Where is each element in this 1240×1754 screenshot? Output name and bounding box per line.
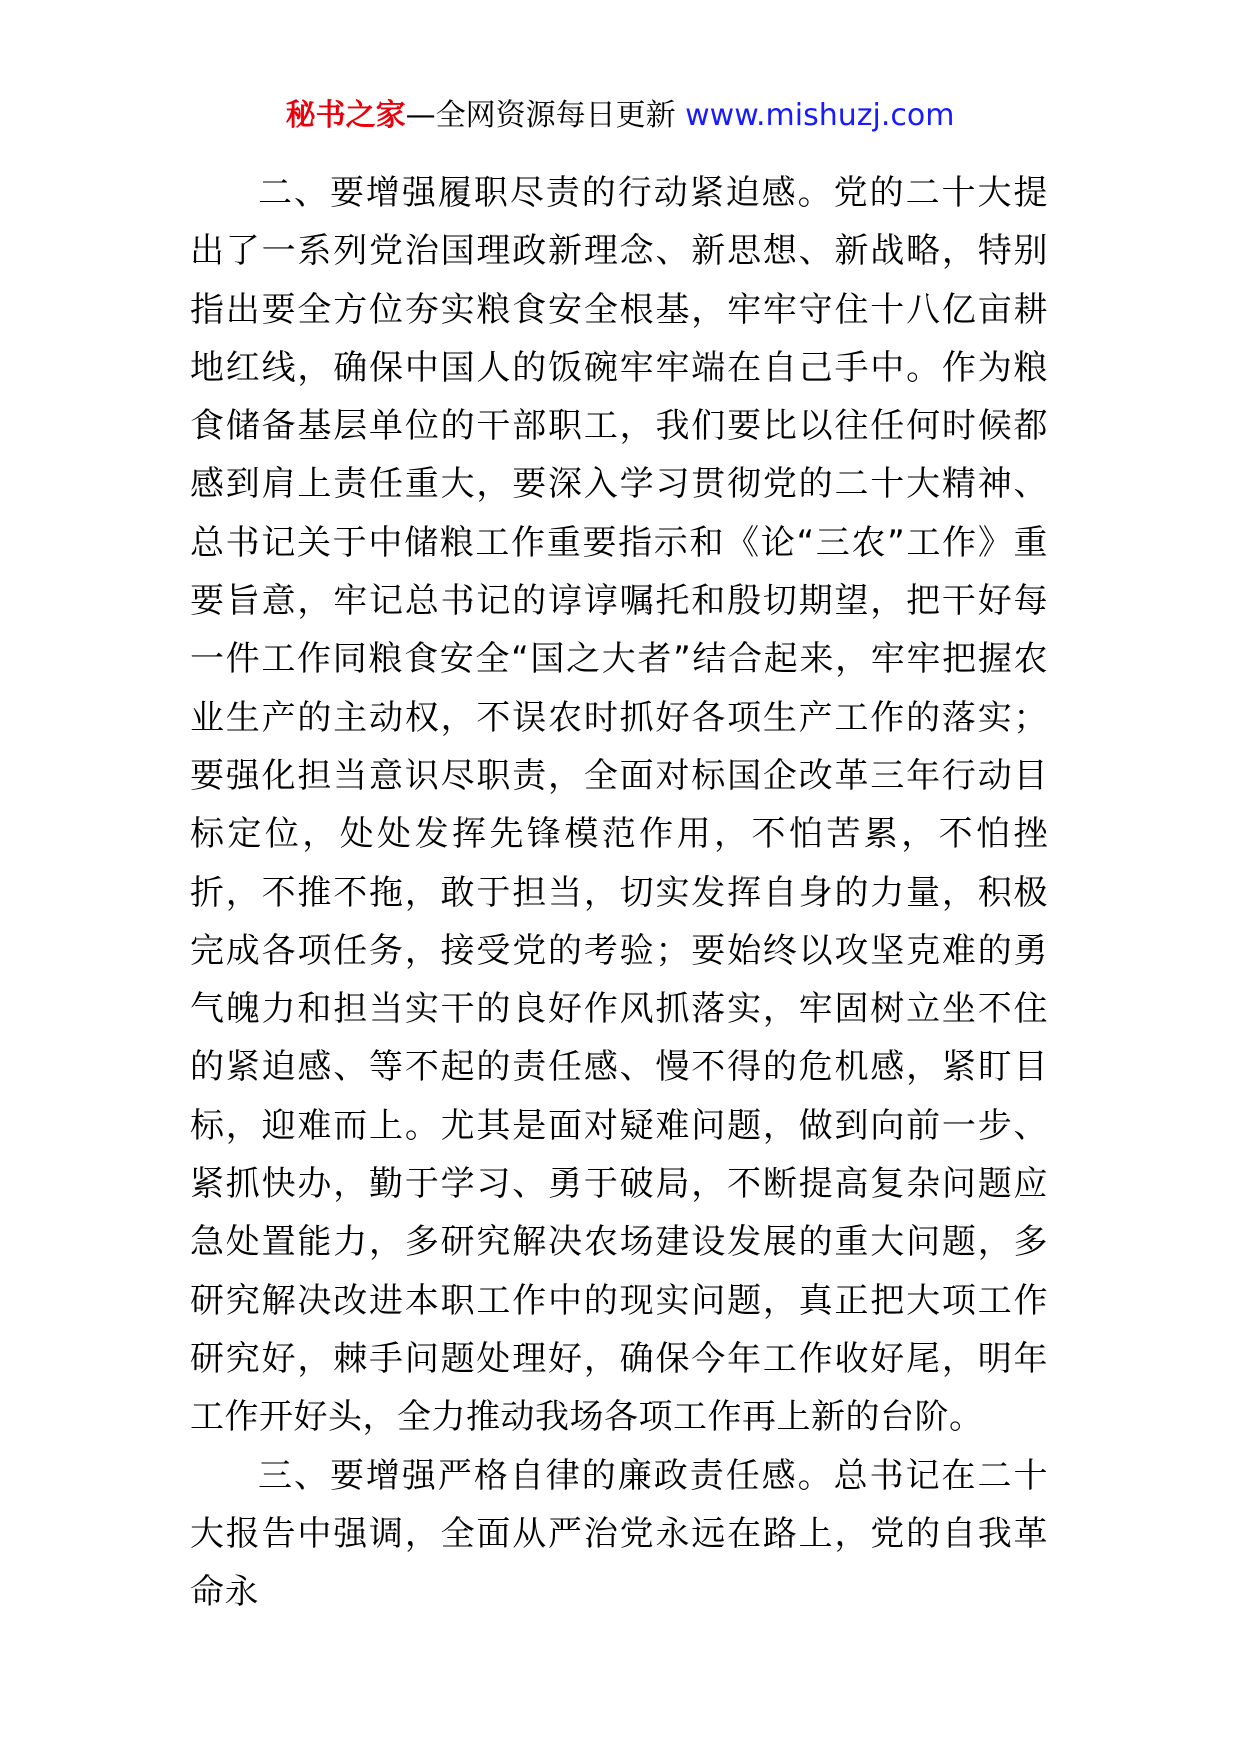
site-tagline: —全网资源每日更新 [405,98,686,133]
paragraph-section-3: 三、要增强严格自律的廉政责任感。总书记在二十大报告中强调，全面从严治党永远在路上，党的自我革命永 [190,1455,1048,1613]
site-url-link[interactable]: www.mishuzj.com [685,98,955,133]
page-header [0,96,1240,136]
paragraph-section-2: 二、要增强履职尽责的行动紧迫感。党的二十大提出了一系列党治国理政新理念、新思想、新战略，特别指出要全方位夯实粮食安全根基，牢牢守住十八亿亩耕地红线，确保中国人的饭碗牢牢端在自己手中。作为粮食储备基层单位的干部职工，我们要比以往任何时候都感到肩上责任重大，要深入学习贯彻党的二十大精神、总书记关于中储粮工作重要指示和《论“三农”工作》重要旨意，牢记总书记的谆谆嘱托和殷切期望，把干好每一件工作同粮食安全“国之大者”结合起来，牢牢把握农业生产的主动权，不误农时抓好各项生产工作的落实；要强化担当意识尽职责，全面对标国企改革三年行动目标定位，处处发挥先锋模范作用，不怕苦累，不怕挫折，不推不拖，敢于担当，切实发挥自身的力量，积极完成各项任务，接受党的考验；要始终以攻坚克难的勇气魄力和担当实干的良好作风抓落实，牢固树立坐不住的紧迫感、等不起的责任感、慢不得的危机感，紧盯目标，迎难而上。尤其是面对疑难问题，做到向前一步、紧抓快办，勤于学习、勇于破局，不断提高复杂问题应急处置能力，多研究解决农场建设发展的重大问题，多研究解决改进本职工作中的现实问题，真正把大项工作研究好，棘手问题处理好，确保今年工作收好尾，明年工作开好头，全力推动我场各项工作再上新的台阶。 [190,173,1048,1438]
site-brand: 秘书之家 [285,98,406,133]
document-body [190,164,1048,1621]
